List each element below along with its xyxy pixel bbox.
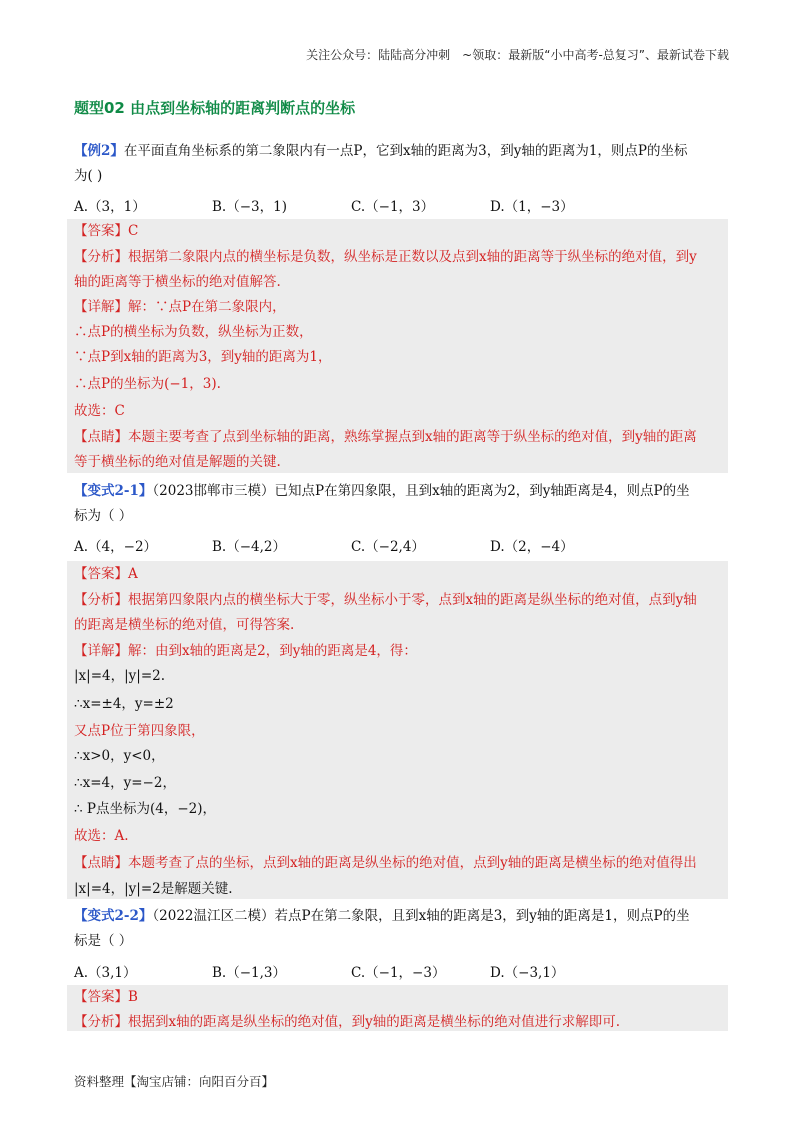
- v21-option-a: A.（4，−2）: [74, 539, 158, 555]
- v21-comment-line1: 【点睛】本题考查了点的坐标，点到x轴的距离是纵坐标的绝对值，点到y轴的距离是横坐标的绝对值得出: [74, 855, 697, 871]
- ex2-option-b: B.（−3，1): [212, 199, 287, 215]
- ex2-detail-line3: ∵点P到x轴的距离为3，到y轴的距离为1，: [74, 349, 332, 365]
- v21-question-line2: 标为（ ）: [74, 508, 133, 524]
- v21-analysis-line1: 【分析】根据第四象限内点的横坐标大于零，纵坐标小于零，点到x轴的距离是纵坐标的绝对值，点到y轴: [74, 592, 697, 608]
- v21-detail-line5: ∴x>0，y<0，: [74, 748, 165, 764]
- v22-tag: 【变式2-2】: [74, 908, 153, 924]
- v22-answer: 【答案】B: [74, 989, 138, 1005]
- section-title: 题型02 由点到坐标轴的距离判断点的坐标: [74, 99, 356, 117]
- v21-answer: 【答案】A: [74, 566, 138, 582]
- ex2-comment-line1: 【点睛】本题主要考查了点到坐标轴的距离，熟练掌握点到x轴的距离等于纵坐标的绝对值，到y轴的距离: [74, 429, 697, 445]
- v21-detail-line4: 又点P位于第四象限，: [74, 723, 205, 739]
- ex2-detail-line1: 【详解】解：∵点P在第二象限内，: [74, 299, 286, 315]
- ex2-option-d: D.（1，−3）: [490, 199, 574, 215]
- v21-q1: （2023邯郸市三模）已知点P在第四象限，且到x轴的距离为2，到y轴距离是4，则点P的坐: [152, 483, 690, 499]
- v22-question-line2: 标是（ ）: [74, 933, 133, 949]
- ex2-question-line1: [74, 141, 688, 161]
- ex2-q1: 在平面直角坐标系的第二象限内有一点P，它到x轴的距离为3，到y轴的距离为1，则点P的坐标: [123, 143, 688, 159]
- page-footer: 资料整理【淘宝店铺：向阳百分百】: [74, 1074, 275, 1089]
- v21-detail-line3: ∴x=±4，y=±2: [74, 696, 174, 712]
- v21-tag: 【变式2-1】: [74, 483, 153, 499]
- ex2-analysis-line1: 【分析】根据第二象限内点的横坐标是负数，纵坐标是正数以及点到x轴的距离等于纵坐标的绝对值，到y: [74, 249, 697, 265]
- v22-analysis-line1: 【分析】根据到x轴的距离是纵坐标的绝对值，到y轴的距离是横坐标的绝对值进行求解即可.: [74, 1014, 621, 1030]
- v21-detail-line7: ∴ P点坐标为(4，−2)，: [74, 801, 216, 817]
- v22-option-c: C.（−1，−3）: [351, 965, 446, 981]
- v21-detail-line1: 【详解】解：由到x轴的距离是2，到y轴的距离是4，得：: [74, 643, 417, 659]
- ex2-detail-line2: ∴点P的横坐标为负数，纵坐标为正数，: [74, 324, 313, 340]
- v22-question-line1: [74, 906, 690, 926]
- v22-q1: （2022温江区二模）若点P在第二象限，且到x轴的距离是3，到y轴的距离是1，则点P的坐: [152, 908, 690, 924]
- ex2-answer: 【答案】C: [74, 223, 139, 239]
- v22-option-d: D.（−3,1）: [490, 965, 565, 981]
- ex2-option-c: C.（−1，3）: [351, 199, 435, 215]
- v21-option-b: B.（−4,2）: [212, 539, 286, 555]
- v21-option-d: D.（2，−4）: [490, 539, 574, 555]
- ex2-detail-line5: 故选：C: [74, 403, 125, 419]
- v21-comment-line2: |x|=4，|y|=2是解题关键.: [74, 881, 233, 897]
- page-header: 关注公众号：陆陆高分冲刺 ~领取：最新版“小中高考-总复习”、最新试卷下载: [306, 48, 729, 62]
- v21-detail-line6: ∴x=4，y=−2，: [74, 775, 176, 791]
- v21-analysis-line2: 的距离是横坐标的绝对值，可得答案.: [74, 617, 295, 633]
- ex2-detail-line4: ∴点P的坐标为(−1，3).: [74, 376, 221, 392]
- ex2-question-line2: 为( ): [74, 168, 103, 184]
- ex2-tag: 【例2】: [74, 143, 124, 159]
- v21-option-c: C.（−2,4）: [351, 539, 425, 555]
- ex2-option-a: A.（3，1）: [74, 199, 146, 215]
- v21-question-line1: [74, 481, 690, 501]
- ex2-analysis-line2: 轴的距离等于横坐标的绝对值解答.: [74, 274, 281, 290]
- v21-detail-line2: |x|=4，|y|=2.: [74, 668, 166, 684]
- ex2-comment-line2: 等于横坐标的绝对值是解题的关键.: [74, 454, 281, 470]
- v22-option-b: B.（−1,3）: [212, 965, 286, 981]
- v21-detail-line8: 故选：A.: [74, 828, 129, 844]
- v22-option-a: A.（3,1）: [74, 965, 137, 981]
